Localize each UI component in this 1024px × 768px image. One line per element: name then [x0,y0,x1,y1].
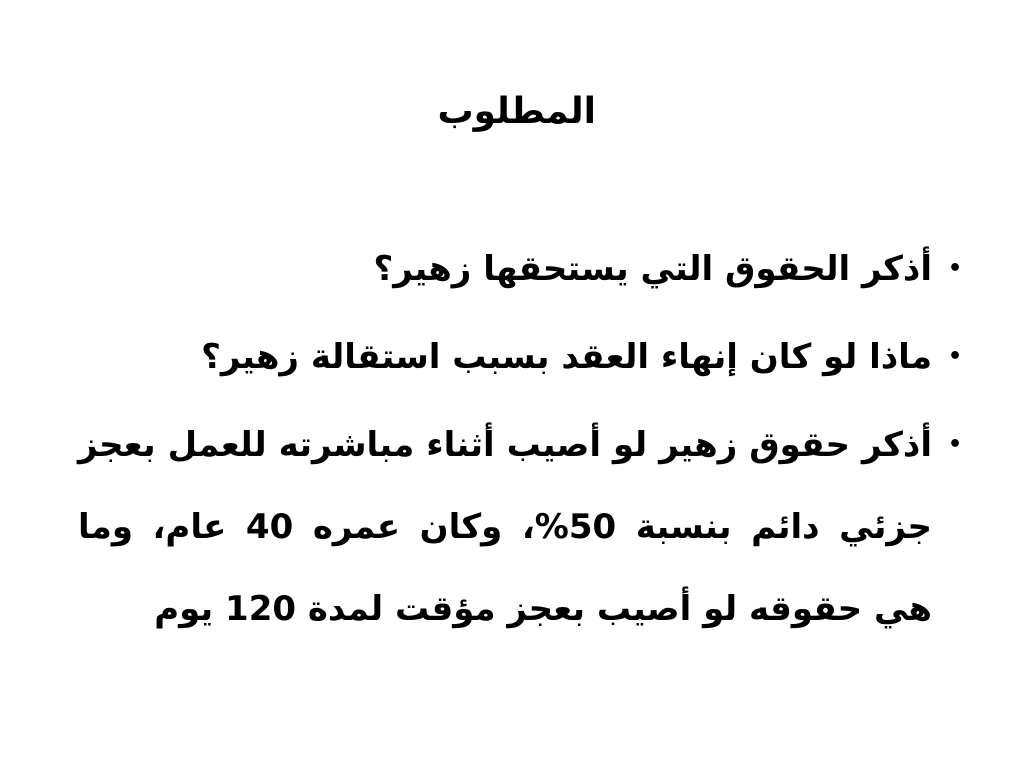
bullet-item-3 [78,404,962,650]
bullet-dot-icon: • [947,256,962,281]
bullet-item-2 [78,316,962,398]
bullet-item-1 [78,228,962,310]
bullet-dot-icon: • [947,344,962,369]
slide-title: المطلوب [437,91,596,132]
bullet-text-2: ماذا لو كان إنهاء العقد بسبب استقالة زهير؟ [201,337,932,377]
bullet-text-1: أذكر الحقوق التي يستحقها زهير؟ [373,249,932,289]
bullet-text-3: أذكر حقوق زهير لو أصيب أثناء مباشرته للعمل بعجز جزئي دائم بنسبة 50%، وكان عمره 40 عام، وما هي حقوقه لو أصيب بعجز مؤقت لمدة 120 يوم [78,425,932,629]
bullet-list [78,228,962,650]
bullet-dot-icon: • [947,432,962,457]
